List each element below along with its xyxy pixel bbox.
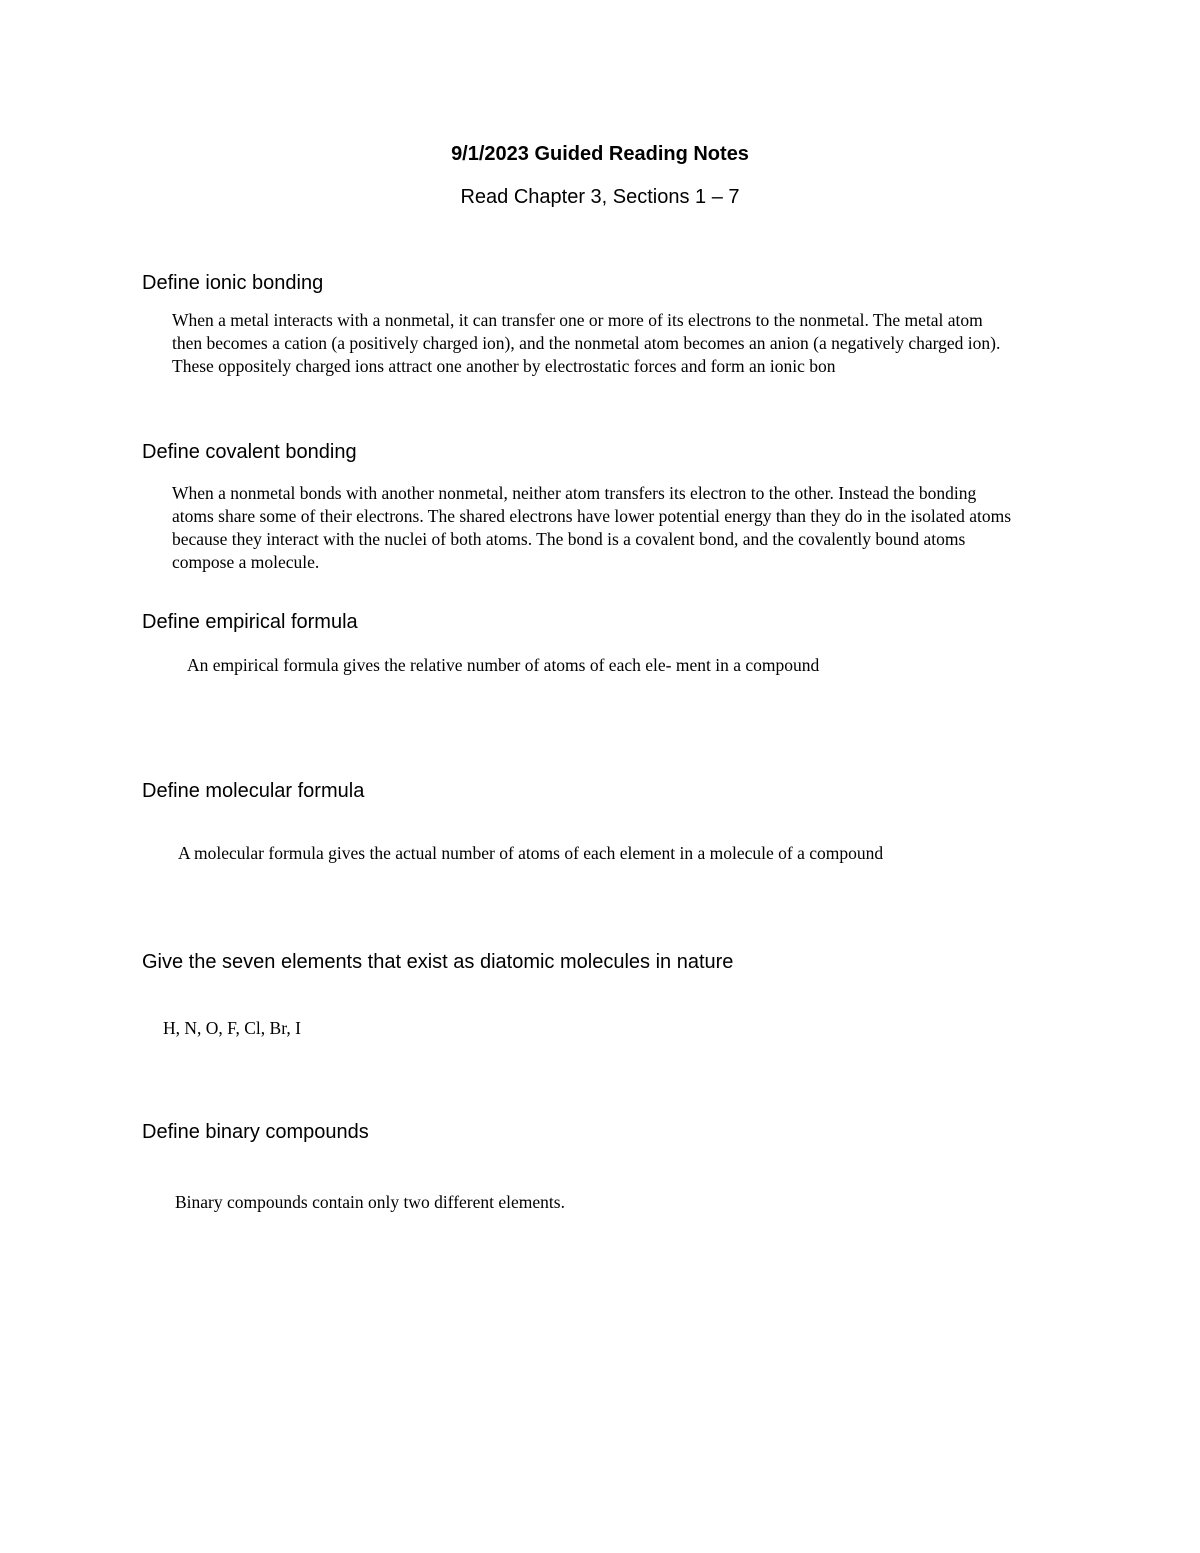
answer-covalent-bonding: When a nonmetal bonds with another nonmetal, neither atom transfers its electron to the other. Instead the bonding atoms share some of their electrons. The shared electrons have lower potential energy than they do in the isolated atoms because they interact with the nuclei of both atoms. The bond is a covalent bond, and the covalently bound atoms compose a molecule.	[172, 483, 1012, 572]
page-title: 9/1/2023 Guided Reading Notes	[451, 143, 749, 165]
question-covalent-bonding: Define covalent bonding	[142, 441, 357, 463]
answer-molecular-formula: A molecular formula gives the actual number of atoms of each element in a molecule of a compound	[178, 843, 884, 863]
answer-diatomic-elements: H, N, O, F, Cl, Br, I	[163, 1018, 301, 1038]
answer-ionic-bonding: When a metal interacts with a nonmetal, it can transfer one or more of its electrons to the nonmetal. The metal atom then becomes a cation (a positively charged ion), and the nonmetal atom becomes an anion (a negatively charged ion). These oppositely charged ions attract one another by electrostatic forces and form an ionic bon	[172, 310, 1001, 376]
answer-empirical-formula: An empirical formula gives the relative number of atoms of each ele- ment in a compound	[187, 655, 820, 675]
question-ionic-bonding: Define ionic bonding	[142, 272, 324, 294]
page-subtitle: Read Chapter 3, Sections 1 – 7	[460, 186, 740, 208]
question-empirical-formula: Define empirical formula	[142, 611, 358, 633]
question-diatomic-elements: Give the seven elements that exist as diatomic molecules in nature	[142, 951, 734, 973]
question-molecular-formula: Define molecular formula	[142, 780, 365, 802]
question-binary-compounds: Define binary compounds	[142, 1121, 369, 1143]
answer-binary-compounds: Binary compounds contain only two different elements.	[175, 1192, 565, 1212]
